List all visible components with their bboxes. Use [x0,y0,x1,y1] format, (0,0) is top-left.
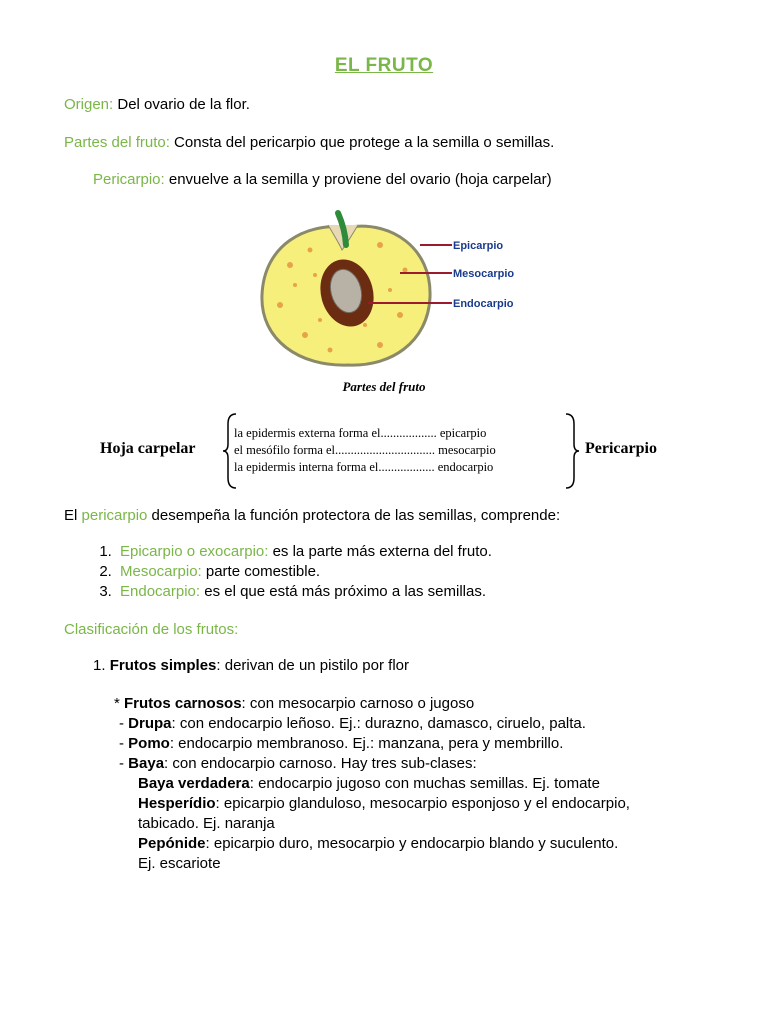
pomo-line [119,734,563,754]
scheme-right: Pericarpio [585,440,657,457]
pericarpio-definition [93,170,552,190]
part-name: Mesocarpio: [120,563,202,580]
clasificacion-heading: Clasificación de los frutos: [64,621,239,638]
baya-bold: Baya [128,755,165,772]
page-title: EL FRUTO [334,55,434,76]
part-desc: es la parte más externa del fruto. [268,543,492,560]
drupa-line [119,714,586,734]
drupa-bold: Drupa [128,715,172,732]
scheme-rows [234,425,496,476]
list-item [116,542,492,562]
drupa-pre: - [119,715,129,732]
carnosos-text: : con mesocarpio carnoso o jugoso [241,695,475,712]
scheme-row: la epidermis interna forma el.................. endocarpio [234,460,494,474]
peponide-cont: Ej. escariote [138,855,221,872]
carnosos-bold: Frutos carnosos [124,695,242,712]
frutos-simples [93,656,409,676]
part-name: Endocarpio: [120,583,201,600]
frutos-carnosos [114,694,474,714]
origen-text: Del ovario de la flor. [113,96,250,113]
peponide-bold: Pepónide [138,835,206,852]
label-mesocarpio: Mesocarpio [453,268,515,280]
baya-pre: - [119,755,129,772]
label-epicarpio: Epicarpio [453,240,504,252]
hesperidio-line [138,794,630,814]
scheme-left: Hoja carpelar [100,440,196,457]
part-name: Epicarpio o exocarpio: [120,543,269,560]
figure-caption: Partes del fruto [342,379,426,394]
simples-num: 1. [93,657,110,674]
fruit-diagram [250,205,540,375]
pericarpio-text: envuelve a la semilla y proviene del ovario (hoja carpelar) [164,171,552,188]
scheme-row: la epidermis externa forma el.................. epicarpio [234,426,487,440]
baya-verdadera-bold: Baya verdadera [138,775,250,792]
simples-bold: Frutos simples [109,657,217,674]
partes-label: Partes del fruto: [64,134,170,151]
parts-list [92,542,492,602]
simples-text: : derivan de un pistilo por flor [216,657,409,674]
peponide-line [138,834,618,854]
pomo-bold: Pomo [128,735,170,752]
scheme-row: el mesófilo forma el................................ mesocarpio [234,443,496,457]
partes-line [64,133,554,153]
pericarpio-intro [64,506,560,526]
hesperidio-text: : epicarpio glanduloso, mesocarpio esponjoso y el endocarpio, [215,795,630,812]
carnosos-pre: * [114,695,125,712]
right-brace [562,412,580,490]
part-desc: parte comestible. [201,563,321,580]
peponide-text: : epicarpio duro, mesocarpio y endocarpio blando y suculento. [205,835,619,852]
baya-verdadera-text: : endocarpio jugoso con muchas semillas. Ej. tomate [249,775,600,792]
origen-line [64,95,250,115]
origen-label: Origen: [64,96,114,113]
part-desc: es el que está más próximo a las semillas. [200,583,487,600]
label-endocarpio: Endocarpio [453,298,514,310]
pericarpio-label: Pericarpio: [93,171,165,188]
list-item [116,582,492,602]
hesperidio-bold: Hesperídio [138,795,216,812]
partes-text: Consta del pericarpio que protege a la semilla o semillas. [169,134,555,151]
baya-text: : con endocarpio carnoso. Hay tres sub-clases: [164,755,477,772]
intro-word: pericarpio [81,507,148,524]
hesperidio-cont: tabicado. Ej. naranja [138,815,275,832]
list-item [116,562,492,582]
drupa-text: : con endocarpio leñoso. Ej.: durazno, damasco, ciruelo, palta. [171,715,586,732]
pomo-text: : endocarpio membranoso. Ej.: manzana, pera y membrillo. [169,735,564,752]
intro-post: desempeña la función protectora de las semillas, comprende: [147,507,561,524]
baya-verdadera-line [138,774,600,794]
intro-pre: El [64,507,82,524]
baya-line [119,754,477,774]
pomo-pre: - [119,735,129,752]
